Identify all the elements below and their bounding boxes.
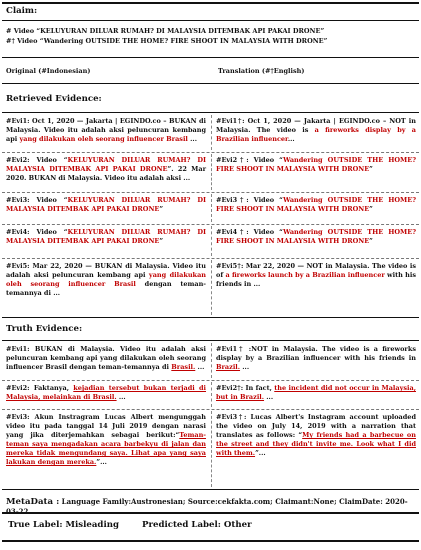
highlight-span: kejadian tersebut bukan terjadi di Malaysia, melainkan di Brasil. — [6, 384, 207, 402]
text-span: with his friends in ... — [216, 271, 416, 289]
column-divider — [211, 115, 212, 150]
predicted-label: Predicted Label: Other — [142, 520, 252, 530]
evidence-translation-cell — [216, 413, 416, 458]
text-span: #Evi2: Faktanya, — [6, 384, 74, 392]
text-span: ”. 22 Mar 2020. BUKAN di Malaysia. Video itu adalah aksi ... — [6, 165, 207, 183]
text-span: ” — [369, 237, 373, 246]
column-divider — [211, 382, 212, 407]
evidence-translation-cell — [216, 262, 416, 289]
claim-original: # Video “KELUYURAN DILUAR RUMAH? DI MALAYSIA DITEMBAK API PAKAI DRONE” — [6, 27, 325, 35]
evidence-original-cell — [6, 156, 206, 183]
text-span: #Evi4†: Video “ — [216, 228, 284, 236]
highlight-span: Wandering OUTSIDE THE HOME? FIRE SHOOT IN MALAYSIA WITH DRONE — [216, 156, 417, 174]
truth-heading: Truth Evidence: — [6, 324, 83, 334]
retrieved-rule — [2, 83, 419, 84]
highlight-span: Wandering OUTSIDE THE HOME? FIRE SHOOT IN MALAYSIA WITH DRONE — [216, 228, 417, 246]
highlight-span: Brazil. — [216, 363, 241, 372]
evidence-original-cell — [6, 345, 206, 372]
evidence-original-cell — [6, 228, 206, 246]
claim-figure — [2, 2, 419, 548]
evidence-original-cell — [6, 262, 206, 298]
text-span: #Evi5: Mar 22, 2020 — BUKAN di Malaysia. Video itu adalah aksi peluncuran kembang api — [6, 262, 206, 280]
metadata-label: MetaData : — [6, 497, 60, 507]
evidence-translation-cell — [216, 156, 416, 174]
claim-translated: #† Video “Wandering OUTSIDE THE HOME? FIRE SHOOT IN MALAYSIA WITH DRONE” — [6, 37, 328, 45]
truth-heading-rule — [2, 340, 419, 341]
text-span: #Evi1: BUKAN di Malaysia. Video itu adalah aksi peluncuran kembang api yang dilakukan oleh seorang influencer Brasil dengan teman-temannya di — [6, 345, 206, 372]
text-span: ... — [287, 135, 295, 144]
retrieved-heading: Retrieved Evidence: — [6, 94, 102, 104]
metadata-rule — [2, 489, 419, 490]
bottom-rule — [2, 540, 419, 542]
row-divider — [2, 409, 419, 410]
text-span: ... — [264, 393, 274, 402]
text-span: #Evi1†: Oct 1, 2020 — Jakarta | EGINDO.co – NOT in Malaysia. The video is — [216, 117, 416, 135]
column-divider — [211, 343, 212, 378]
text-span: ” — [159, 237, 164, 246]
highlight-span: yang dilakukan oleh seorang influencer Brasil — [19, 135, 188, 144]
text-span: ... — [240, 363, 250, 372]
highlight-span: KELUYURAN DILUAR RUMAH? DI MALAYSIA DITEMBAK API PAKAI DRONE — [6, 156, 206, 174]
text-span: ... — [116, 393, 126, 402]
highlight-span: KELUYURAN DILUAR RUMAH? DI MALAYSIA DITEMBAK API PAKAI DRONE — [6, 228, 206, 246]
column-divider — [211, 154, 212, 190]
text-span: #Evi5†: Mar 22, 2020 — NOT in Malaysia. The video is of — [216, 262, 416, 280]
text-span: ”... — [255, 449, 266, 458]
text-span: #Evi3: Video “ — [6, 196, 68, 204]
claim-rule — [2, 20, 419, 21]
text-span: ” — [369, 205, 373, 214]
text-span: #Evi2: Video “ — [6, 156, 68, 164]
text-span: ” — [369, 165, 373, 174]
column-divider — [211, 411, 212, 487]
truth-rule — [2, 317, 419, 318]
metadata-text: Language Family:Austronesian; Source:cekfakta.com; Claimant:None; ClaimDate: 2020-03-22 — [6, 497, 408, 517]
retrieved-heading-rule — [2, 112, 419, 113]
column-translation-header: Translation (#†English) — [218, 67, 305, 75]
claim-heading: Claim: — [6, 6, 38, 16]
evidence-translation-cell — [216, 384, 416, 402]
labels-rule — [2, 512, 419, 514]
evidence-original-cell — [6, 117, 206, 144]
highlight-span: KELUYURAN DILUAR RUMAH? DI MALAYSIA DITEMBAK API PAKAI DRONE — [6, 196, 206, 214]
text-span: ... — [195, 363, 205, 372]
row-divider — [2, 152, 419, 153]
evidence-translation-cell — [216, 196, 416, 214]
columns-rule — [2, 57, 419, 58]
row-divider — [2, 224, 419, 225]
row-divider — [2, 380, 419, 381]
evidence-translation-cell — [216, 345, 416, 372]
column-original-header: Original (#Indonesian) — [6, 67, 91, 75]
highlight-span: a fireworks launch by a Brazilian influencer — [225, 271, 385, 280]
column-divider — [211, 226, 212, 256]
row-divider — [2, 192, 419, 193]
highlight-span: My friends had a barbecue on the street and they didn't invite me. Look what I did with them. — [216, 431, 416, 458]
text-span: #Evi4: Video “ — [6, 228, 68, 236]
text-span: ... — [187, 135, 197, 144]
highlight-span: Brasil. — [171, 363, 196, 372]
highlight-span: Teman-teman saya mengadakan acara barbekyu di jalan dan mereka tidak mengundang saya. Lihat apa yang saya lakukan dengan mereka. — [6, 431, 206, 467]
top-rule — [2, 2, 419, 4]
text-span: #Evi3: Akun Instragram Lucas Albert mengunggah video itu pada tanggal 14 Juli 2019 dengan narasi yang jika diterjemahkan sebagai berikut:“ — [6, 413, 206, 440]
text-span: ”... — [96, 458, 107, 467]
evidence-translation-cell — [216, 228, 416, 246]
text-span: dengan teman-temannya di ... — [6, 280, 206, 298]
evidence-original-cell — [6, 413, 206, 468]
highlight-span: yang dilakukan oleh seorang influencer Brasil — [6, 271, 207, 289]
text-span: #Evi3†: Video “ — [216, 196, 284, 204]
row-divider — [2, 258, 419, 259]
text-span: #Evi3†: Lucas Albert's Instagram account uploaded the video on July 14, 2019 with a narration that translates as follows: “ — [216, 413, 416, 440]
evidence-translation-cell — [216, 117, 416, 144]
text-span: #Evi1† :NOT in Malaysia. The video is a fireworks display by a Brazilian influencer with his friends in — [216, 345, 416, 363]
true-label: True Label: Misleading — [8, 520, 119, 530]
column-divider — [211, 194, 212, 222]
column-divider — [211, 260, 212, 315]
text-span: #Evi2†: In fact, — [216, 384, 275, 392]
highlight-span: the incident did not occur in Malaysia, but in Brazil. — [216, 384, 416, 402]
text-span: #Evi2†: Video “ — [216, 156, 284, 164]
evidence-original-cell — [6, 384, 206, 402]
highlight-span: Wandering OUTSIDE THE HOME? FIRE SHOOT IN MALAYSIA WITH DRONE — [216, 196, 417, 214]
evidence-original-cell — [6, 196, 206, 214]
highlight-span: a fireworks display by a Brazilian influencer — [216, 126, 417, 144]
text-span: ” — [159, 205, 164, 214]
text-span: #Evi1: Oct 1, 2020 — Jakarta | EGINDO.co – BUKAN di Malaysia. Video itu adalah aksi peluncuran kembang api — [6, 117, 206, 144]
